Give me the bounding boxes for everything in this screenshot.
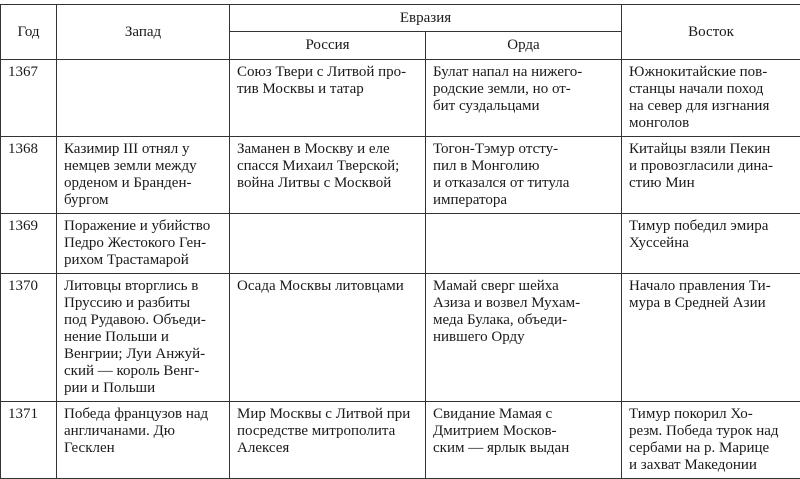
cell-west	[57, 60, 230, 137]
cell-horde	[426, 214, 622, 274]
cell-west: Победа французов над англичанами. Дю Гесклен	[57, 402, 230, 479]
header-russia: Россия	[230, 32, 426, 60]
cell-year: 1371	[1, 402, 57, 479]
cell-west: Казимир III отнял у немцев земли между орденом и Бранден- бургом	[57, 137, 230, 214]
table-header	[1, 5, 800, 60]
table-row	[1, 214, 800, 274]
cell-east: Тимур покорил Хо- резм. Победа турок над сербами на р. Марице и захват Македонии	[622, 402, 800, 479]
cell-horde: Тогон-Тэмур отсту- пил в Монголию и отказался от титула императора	[426, 137, 622, 214]
cell-east: Тимур победил эмира Хуссейна	[622, 214, 800, 274]
table-row	[1, 402, 800, 479]
header-east: Восток	[622, 5, 800, 60]
cell-west: Поражение и убийство Педро Жестокого Ген- рихом Трастамарой	[57, 214, 230, 274]
cell-russia	[230, 214, 426, 274]
cell-east: Начало правления Ти- мура в Средней Азии	[622, 274, 800, 402]
header-horde: Орда	[426, 32, 622, 60]
chronology-table	[0, 4, 800, 479]
cell-horde: Мамай сверг шейха Азиза и возвел Мухам- меда Булака, объеди- нившего Орду	[426, 274, 622, 402]
table-row	[1, 274, 800, 402]
cell-russia: Осада Москвы литовцами	[230, 274, 426, 402]
cell-year: 1368	[1, 137, 57, 214]
table-body	[1, 60, 800, 479]
table-row	[1, 137, 800, 214]
cell-year: 1369	[1, 214, 57, 274]
cell-year: 1370	[1, 274, 57, 402]
cell-west: Литовцы вторглись в Пруссию и разбиты под Рудавою. Объеди- нение Польши и Венгрии; Луи Анжуй- ский — король Венг- рии и Польши	[57, 274, 230, 402]
cell-russia: Союз Твери с Литвой про- тив Москвы и татар	[230, 60, 426, 137]
header-west: Запад	[57, 5, 230, 60]
cell-horde: Булат напал на нижего- родские земли, но от- бит суздальцами	[426, 60, 622, 137]
cell-east: Китайцы взяли Пекин и провозгласили дина- стию Мин	[622, 137, 800, 214]
cell-russia: Мир Москвы с Литвой при посредстве митрополита Алексея	[230, 402, 426, 479]
header-eurasia: Евразия	[230, 5, 622, 32]
cell-year: 1367	[1, 60, 57, 137]
header-year: Год	[1, 5, 57, 60]
cell-east: Южнокитайские пов- станцы начали поход на север для изгнания монголов	[622, 60, 800, 137]
table-row	[1, 60, 800, 137]
cell-horde: Свидание Мамая с Дмитрием Москов- ским — ярлык выдан	[426, 402, 622, 479]
header-row-top	[1, 5, 800, 32]
cell-russia: Заманен в Москву и еле спасся Михаил Тверской; война Литвы с Москвой	[230, 137, 426, 214]
